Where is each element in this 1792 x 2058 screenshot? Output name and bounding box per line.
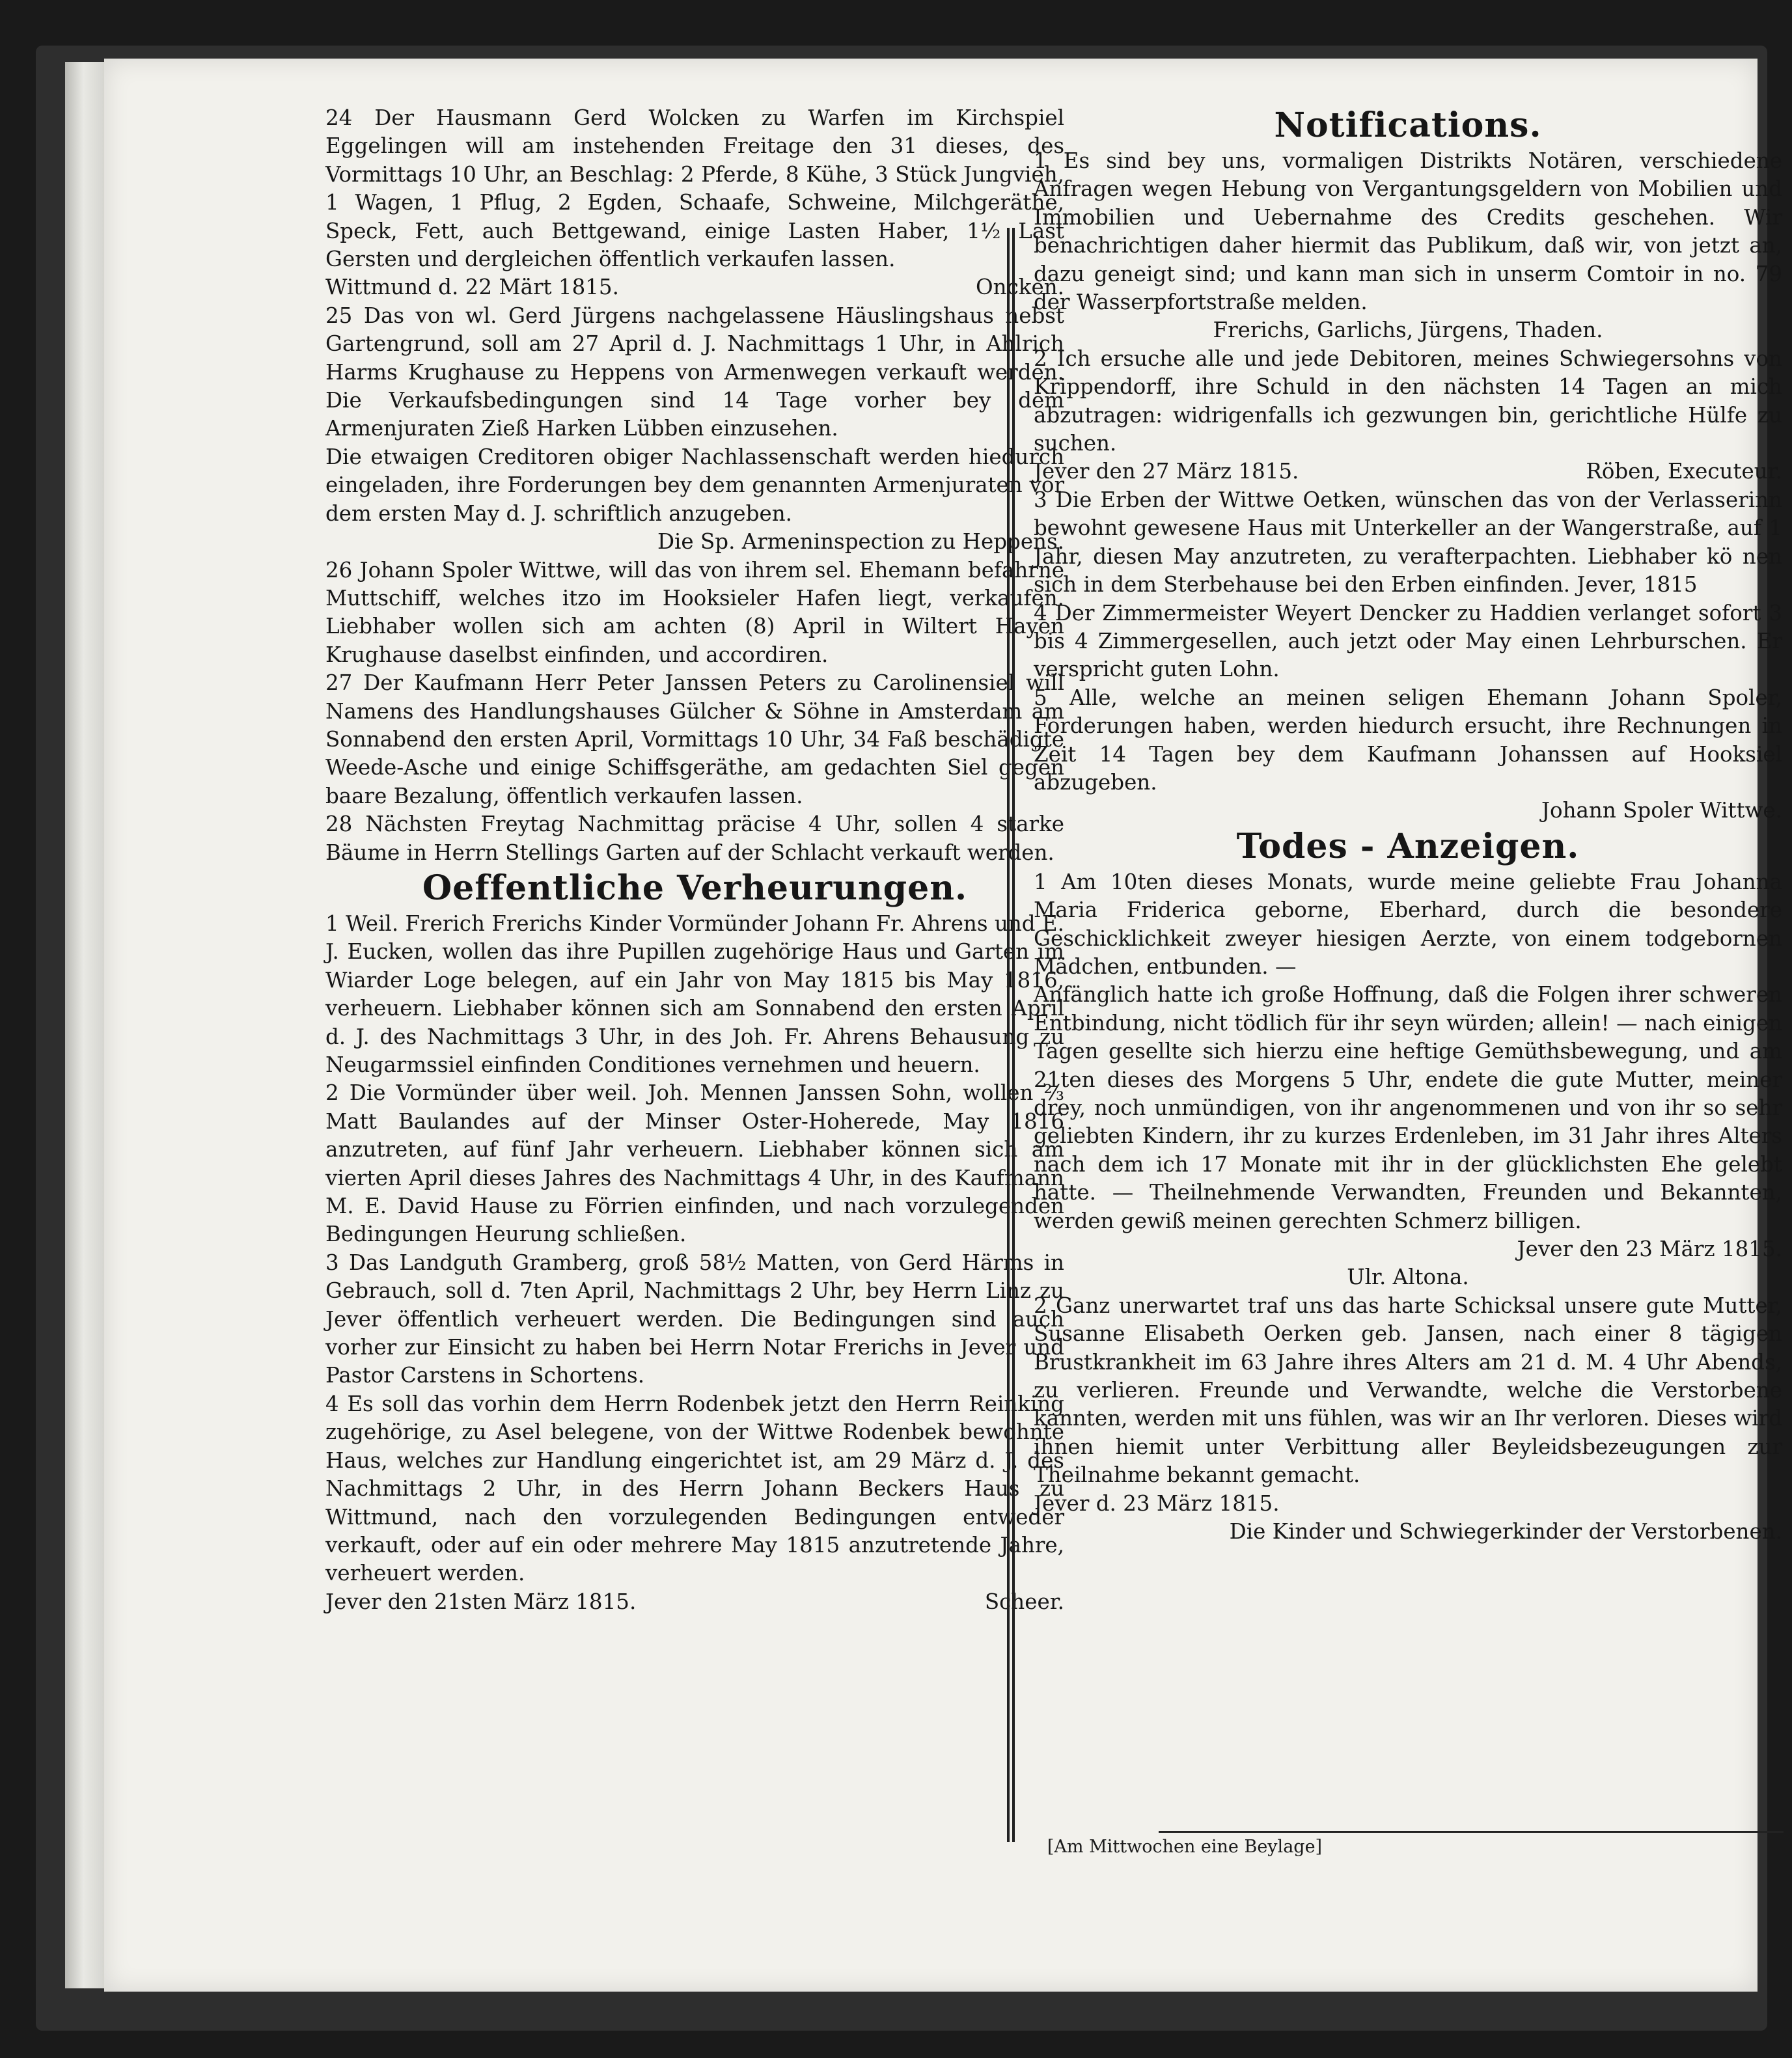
notice-28: 28 Nächsten Freytag Nachmittag präcise 4 Uhr, sollen 4 starke Bäume in Herrn Stellings Garten auf der Schlacht verkauft werden. <box>325 812 1064 865</box>
notice-24-signer: Oncken. <box>976 275 1064 300</box>
notice-27: 27 Der Kaufmann Herr Peter Janssen Peters zu Carolinensiel will Namens des Handlungshauses Gülcher & Söhne in Amsterdam am Sonnabend den ersten April, Vormittags 10 Uhr, 34 Faß beschädigte Weede-Asche und einige Schiffsgeräthe, am gedachten Siel gegen baare Bezalung, öffentlich verkaufen lassen. <box>325 670 1064 808</box>
newspaper-page <box>104 59 1782 1992</box>
notice-25-signer: Die Sp. Armeninspection zu Heppens. <box>657 529 1064 555</box>
notice-24: 24 Der Hausmann Gerd Wolcken zu Warfen im Kirchspiel Eggelingen will am instehenden Freitage den 31 dieses, des Vormittags 10 Uhr, an Beschlag: 2 Pferde, 8 Kühe, 3 Stück Jungvieh, 1 Wagen, 1 Pflug, 2 Egden, Schaafe, Schweine, Milchgeräthe, Speck, Fett, auch Bettgewand, einige Lasten Haber, 1½ Last Gersten und dergleichen öffentlich verkaufen lassen. <box>325 105 1064 272</box>
death-1: 1 Am 10ten dieses Monats, wurde meine geliebte Frau Johanna Maria Friderica geborne, Eberhard, durch die besondere Geschicklichkeit zweyer hiesigen Aerzte, von einem todgebornen Mädchen, entbunden. — <box>1034 869 1782 979</box>
notice-24-signature <box>325 273 1064 301</box>
death-1-place-date: Jever den 23 März 1815. <box>1517 1237 1782 1262</box>
notification-1: 1 Es sind bey uns, vormaligen Distrikts Notären, verschiedene Anfragen wegen Hebung von Vergantungsgeldern von Mobilien und Immobilien und Uebernahme des Credits geschehen. Wir benachrichtigen daher hiermit das Publikum, daß wir, von jetzt an, dazu geneigt sind; und kann man sich in unserm Comtoir in no. 79 der Wasserpfortstraße melden. <box>1034 148 1782 315</box>
notification-4: 4 Der Zimmermeister Weyert Dencker zu Haddien verlanget sofort 3 bis 4 Zimmergesellen, auch jetzt oder May einen Lehrburschen. Er verspricht guten Lohn. <box>1034 600 1782 682</box>
death-2-signer: Die Kinder und Schwiegerkinder der Verstorbenen. <box>1229 1519 1782 1544</box>
lettings-place-date: Jever den 21sten März 1815. <box>325 1589 637 1614</box>
column-divider <box>1007 228 1015 1842</box>
section-heading-deaths: Todes - Anzeigen. <box>1236 826 1580 866</box>
death-1-continued: Anfänglich hatte ich große Hoffnung, daß die Folgen ihrer schweren Entbindung, nicht tödlich für ihr seyn würden; allein! — nach einigen Tagen gesellte sich hierzu eine heftige Gemüthsbewegung, und am 21ten dieses des Morgens 5 Uhr, endete die gute Mutter, meiner drey, noch unmündigen, von ihr angenommenen und von ihr so sehr geliebten Kindern, ihr zu kurzes Erdenleben, im 31 Jahr ihres Alters nach dem ich 17 Monate mit ihr in der glücklichsten Ehe gelebt hatte. — Theilnehmende Verwandten, Freunden und Bekannten, werden gewiß meinen gerechten Schmerz billigen. <box>1034 982 1782 1233</box>
closing-rule <box>1159 1831 1784 1833</box>
lettings-signer: Scheer. <box>984 1589 1064 1614</box>
notice-25: 25 Das von wl. Gerd Jürgens nachgelassene Häuslingshaus nebst Gartengrund, soll am 27 April d. J. Nachmittags 1 Uhr, in Ahlrich Harms Krughause zu Heppens von Armenwegen verkauft werden. Die Verkaufsbedingungen sind 14 Tage vorher bey dem Armenjuraten Zieß Harken Lübben einzusehen. <box>325 303 1064 441</box>
letting-3: 3 Das Landguth Gramberg, groß 58½ Matten, von Gerd Härms in Gebrauch, soll d. 7ten April, Nachmittags 2 Uhr, bey Herrn Linz zu Jever öffentlich verheuert werden. Die Bedingungen sind auch vorher zur Einsicht zu haben bei Herrn Notar Frerichs in Jever und Pastor Carstens in Schortens. <box>325 1250 1064 1388</box>
notice-26: 26 Johann Spoler Wittwe, will das von ihrem sel. Ehemann befahrne Muttschiff, welches itzo im Hooksieler Hafen liegt, verkaufen. Liebhaber wollen sich am achten (8) April in Wiltert Hayen Krughause daselbst einfinden, und accordiren. <box>325 557 1064 667</box>
death-1-signer: Ulr. Altona. <box>1347 1265 1469 1290</box>
letting-2: 2 Die Vormünder über weil. Joh. Mennen Janssen Sohn, wollen ⅔ Matt Baulandes auf der Minser Oster-Hoherede, May 1816 anzutreten, auf fünf Jahr verheuern. Liebhaber können sich am vierten April dieses Jahres des Nachmittags 4 Uhr, in des Kaufmann M. E. David Hause zu Förrien einfinden, und nach vorzulegenden Bedingungen Heurung schließen. <box>325 1080 1064 1247</box>
notification-2-place-date: Jever den 27 März 1815. <box>1034 459 1299 484</box>
notification-2: 2 Ich ersuche alle und jede Debitoren, meines Schwiegersohns von Krippendorff, ihre Schuld in den nächsten 14 Tagen an mich abzutragen: widrigenfalls ich gezwungen bin, gerichtliche Hülfe zu suchen. <box>1034 346 1782 456</box>
notice-25-creditors: Die etwaigen Creditoren obiger Nachlassenschaft werden hiedurch eingeladen, ihre Forderungen bey dem genannten Armenjuraten vor dem ersten May d. J. schriftlich anzugeben. <box>325 444 1064 526</box>
notification-1-signers: Frerichs, Garlichs, Jürgens, Thaden. <box>1213 318 1603 343</box>
notice-24-place-date: Wittmund d. 22 Märt 1815. <box>325 275 619 300</box>
notification-2-signer: Röben, Executeur. <box>1586 459 1782 484</box>
notification-2-signature <box>1034 458 1782 486</box>
supplement-note: [Am Mittwochen eine Beylage] <box>1047 1837 1323 1857</box>
notification-3: 3 Die Erben der Wittwe Oetken, wünschen das von der Verlasserinn bewohnt gewesene Haus mit Unterkeller an der Wangerstraße, auf 1 Jahr, diesen May anzutreten, zu verafterpachten. Liebhaber kö nen sich in dem Sterbehause bei den Erben einfinden. Jever, 1815 <box>1034 487 1782 597</box>
section-heading-notifications: Notifications. <box>1274 105 1542 145</box>
right-column <box>1034 104 1782 1546</box>
lettings-signature <box>325 1588 1064 1616</box>
letting-4: 4 Es soll das vorhin dem Herrn Rodenbek jetzt den Herrn Reinking zugehörige, zu Asel belegene, von der Wittwe Rodenbek bewohnte Haus, welches zur Handlung eingerichtet ist, am 29 März d. J. des Nachmittags 2 Uhr, in des Herrn Johann Beckers Haus zu Wittmund, nach den vorzulegenden Bedingungen entweder verkauft, oder auf ein oder mehrere May 1815 anzutretende Jahre, verheuert werden. <box>325 1391 1064 1586</box>
death-2-place-date: Jever d. 23 März 1815. <box>1034 1490 1280 1516</box>
letting-1: 1 Weil. Frerich Frerichs Kinder Vormünder Johann Fr. Ahrens und E. J. Eucken, wollen das ihre Pupillen zugehörige Haus und Garten im Wiarder Loge belegen, auf ein Jahr von May 1815 bis May 1816, verheuern. Liebhaber können sich am Sonnabend den ersten April d. J. des Nachmittags 3 Uhr, in des Joh. Fr. Ahrens Behausung zu Neugarmssiel einfinden Conditiones vernehmen und heuern. <box>325 911 1064 1077</box>
section-heading-lettings: Oeffentliche Verheurungen. <box>422 868 968 908</box>
notification-5: 5 Alle, welche an meinen seligen Ehemann Johann Spoler, Forderungen haben, werden hiedurch ersucht, ihre Rechnungen in Zeit 14 Tagen bey dem Kaufmann Johanssen auf Hooksiel abzugeben. <box>1034 685 1782 795</box>
death-2: 2 Ganz unerwartet traf uns das harte Schicksal unsere gute Mutter, Susanne Elisabeth Oerken geb. Jansen, nach einer 8 tägigen Brustkrankheit im 63 Jahre ihres Alters am 21 d. M. 4 Uhr Abends, zu verlieren. Freunde und Verwandte, welche die Verstorbene kannten, werden mit uns fühlen, was wir an Ihr verloren. Dieses wird ihnen hiemit unter Verbittung aller Beyleidsbezeugungen zur Theilnahme bekannt gemacht. <box>1034 1293 1782 1488</box>
left-column <box>325 104 1064 1616</box>
notification-5-signer: Johann Spoler Wittwe. <box>1541 798 1782 823</box>
